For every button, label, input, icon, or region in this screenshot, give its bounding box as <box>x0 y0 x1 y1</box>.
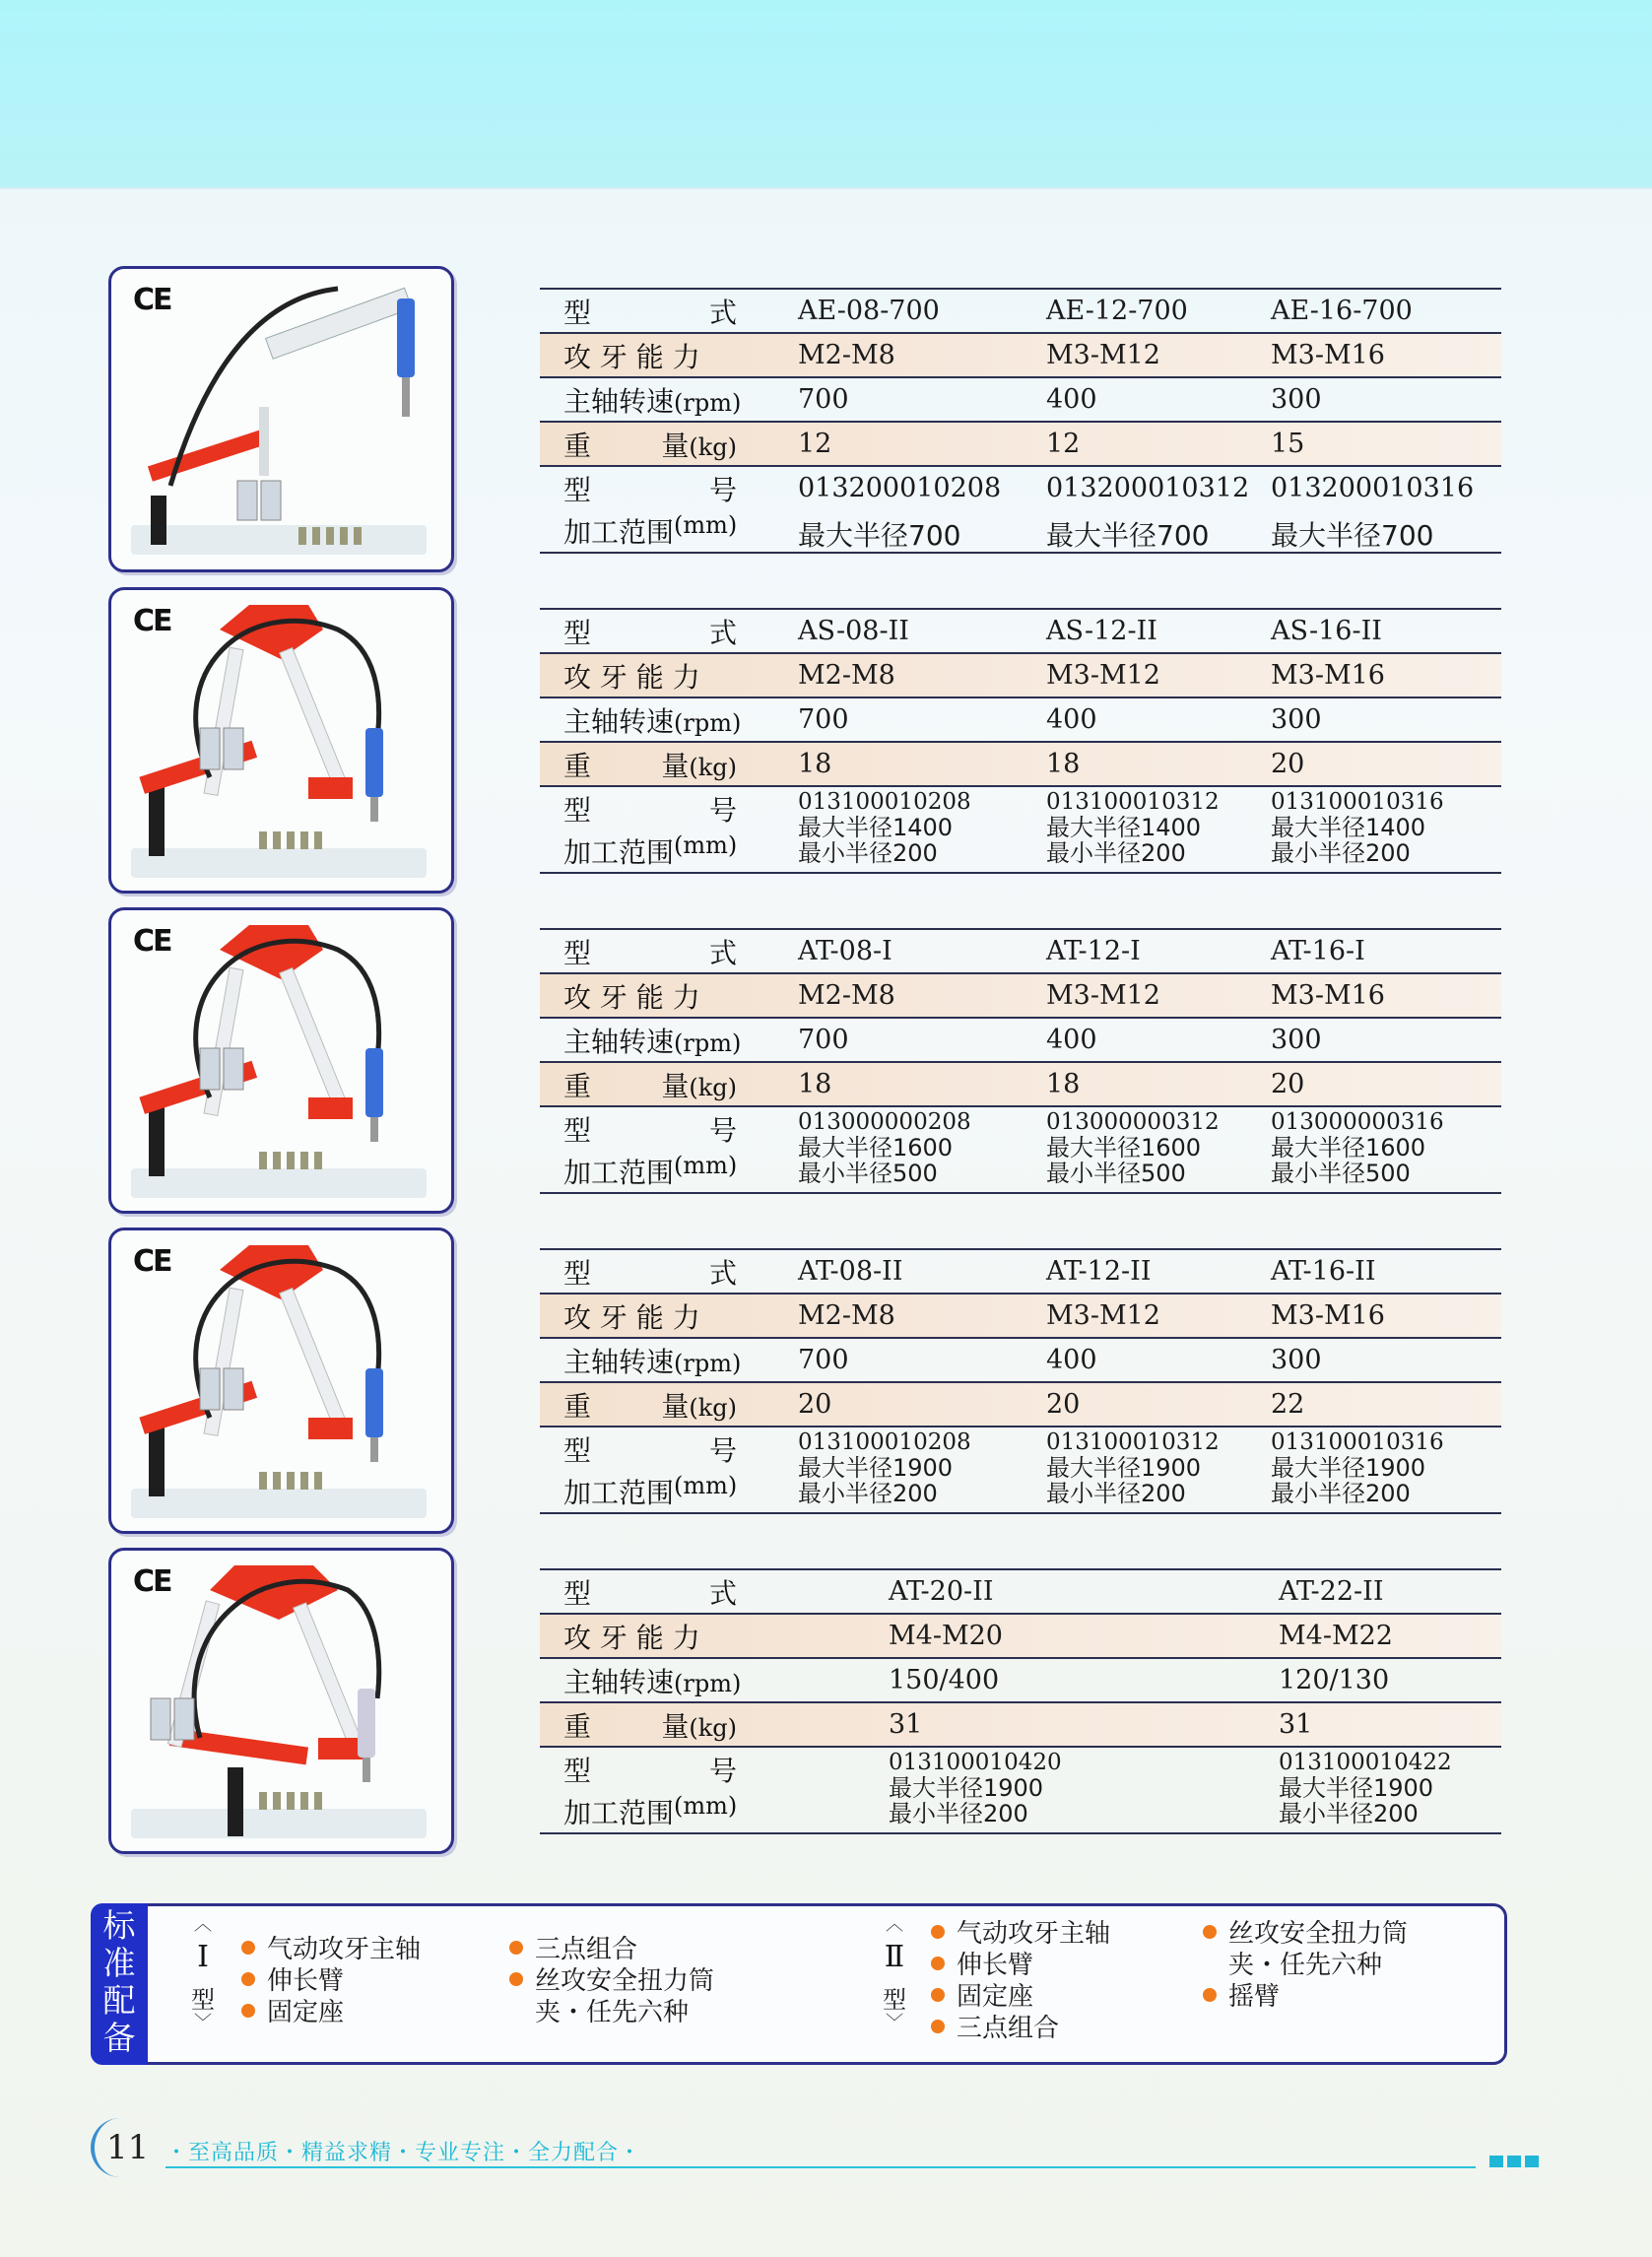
part-range-cell: 013100010208 最大半径1900 最小半径200 <box>798 1429 971 1507</box>
ce-mark-icon: CE <box>133 283 171 317</box>
spec-value: M3-M16 <box>1271 1300 1385 1331</box>
spec-value: 15 <box>1271 429 1305 459</box>
spec-value: M3-M12 <box>1046 340 1160 370</box>
spec-value: AT-16-II <box>1271 1256 1376 1287</box>
range-value: 最大半径700 <box>798 519 961 552</box>
list-item: 固定座 <box>931 1981 1110 2013</box>
range-value: 最大半径700 <box>1271 519 1434 552</box>
row-weight: 重 量(kg) 12 12 15 <box>540 423 1501 467</box>
spec-value: M3-M16 <box>1271 340 1385 370</box>
row-model: 型 式 AT-20-II AT-22-II <box>540 1568 1501 1615</box>
spec-value: 400 <box>1046 704 1097 735</box>
spec-value: AT-16-I <box>1271 936 1365 966</box>
spec-value: M4-M20 <box>889 1621 1003 1651</box>
spec-value: AE-08-700 <box>798 296 940 326</box>
spec-value: 20 <box>1046 1389 1081 1420</box>
range-value: 最大半径700 <box>1046 519 1210 552</box>
list-item: 三点组合 <box>931 2013 1110 2044</box>
spec-value: 20 <box>1271 1069 1305 1099</box>
row-speed: 主轴转速(rpm) 700 400 300 <box>540 1339 1501 1383</box>
ce-mark-icon: CE <box>133 1244 171 1279</box>
bullet-icon <box>931 2020 945 2033</box>
spec-value: 300 <box>1271 1345 1322 1375</box>
header-band <box>0 0 1652 189</box>
row-model: 型 式 AT-08-I AT-12-I AT-16-I <box>540 928 1501 974</box>
part-number: 013200010316 <box>1271 473 1475 503</box>
bullet-icon <box>241 1941 255 1955</box>
spec-table <box>540 288 1501 554</box>
chevron-up-icon: ︿ <box>194 1914 212 1935</box>
spec-value: 22 <box>1271 1389 1305 1420</box>
part-range-cell: 013100010208 最大半径1400 最小半径200 <box>798 789 971 867</box>
row-capacity: 攻 牙 能 力 M2-M8 M3-M12 M3-M16 <box>540 1294 1501 1339</box>
spec-value: M3-M16 <box>1271 660 1385 691</box>
footer-slogan: ・至高品质・精益求精・专业专注・全力配合・ <box>165 2141 642 2165</box>
spec-value: 700 <box>798 1025 849 1055</box>
row-model: 型 式 AE-08-700 AE-12-700 AE-16-700 <box>540 288 1501 334</box>
type-1-list-a <box>241 1934 421 2028</box>
spec-value: 20 <box>1271 749 1305 779</box>
product-photo <box>108 907 454 1214</box>
row-weight: 重 量(kg) 20 20 22 <box>540 1383 1501 1427</box>
spec-value: AS-08-II <box>798 616 909 646</box>
row-part-range: 型 号 加工范围 (mm) 013000000208 最大半径1600 最小半径500 013000000312 最大半径1600 最小半径500 013000000316 最大半径1600 最小半径500 <box>540 1107 1501 1194</box>
bullet-icon <box>509 1941 523 1955</box>
spec-value: AT-12-II <box>1046 1256 1152 1287</box>
spec-value: M3-M12 <box>1046 980 1160 1011</box>
part-range-cell: 013100010422 最大半径1900 最小半径200 <box>1279 1750 1452 1827</box>
spec-table <box>540 1568 1501 1834</box>
row-model: 型 式 AS-08-II AS-12-II AS-16-II <box>540 608 1501 654</box>
spec-value: 700 <box>798 704 849 735</box>
bullet-icon <box>241 1972 255 1986</box>
spec-value: 18 <box>1046 1069 1081 1099</box>
spec-value: 300 <box>1271 1025 1322 1055</box>
spec-value: AT-22-II <box>1279 1576 1384 1607</box>
part-number: 013200010208 <box>798 473 1002 503</box>
row-part-range: 型 号 加工范围 (mm) 013100010208 最大半径1400 最小半径200 013100010312 最大半径1400 最小半径200 013100010316 最大半径1400 最小半径200 <box>540 787 1501 874</box>
page-number: 11 <box>91 2118 150 2177</box>
spec-value: AE-12-700 <box>1046 296 1188 326</box>
spec-value: 18 <box>798 749 832 779</box>
spec-value: 300 <box>1271 384 1322 415</box>
part-range-cell: 013100010420 最大半径1900 最小半径200 <box>889 1750 1062 1827</box>
list-item: 丝攻安全扭力筒 <box>1203 1918 1408 1950</box>
bullet-icon <box>931 1957 945 1970</box>
spec-value: 400 <box>1046 1025 1097 1055</box>
spec-value: 150/400 <box>889 1665 1000 1695</box>
part-range-cell: 013000000316 最大半径1600 最小半径500 <box>1271 1109 1444 1187</box>
spec-value: AT-20-II <box>889 1576 994 1607</box>
list-item-continued: 夹・任先六种 <box>535 1998 690 2027</box>
spec-value: M2-M8 <box>798 980 895 1011</box>
spec-value: 18 <box>1046 749 1081 779</box>
spec-value: 400 <box>1046 1345 1097 1375</box>
spec-value: 12 <box>798 429 832 459</box>
type-2-list-b <box>1203 1918 1408 2013</box>
bullet-icon <box>931 1925 945 1939</box>
list-item: 气动攻牙主轴 <box>931 1918 1110 1950</box>
product-photo <box>108 587 454 894</box>
part-range-cell: 013100010316 最大半径1400 最小半径200 <box>1271 789 1444 867</box>
part-number: 013200010312 <box>1046 473 1250 503</box>
spec-table <box>540 928 1501 1194</box>
spec-value: 120/130 <box>1279 1665 1390 1695</box>
row-weight: 重 量(kg) 18 18 20 <box>540 743 1501 787</box>
product-photo <box>108 1228 454 1534</box>
chevron-down-icon: ﹀ <box>194 2013 212 2033</box>
ce-mark-icon: CE <box>133 924 171 959</box>
spec-value: 20 <box>798 1389 832 1420</box>
spec-table <box>540 1248 1501 1514</box>
ce-mark-icon: CE <box>133 604 171 638</box>
spec-value: M2-M8 <box>798 660 895 691</box>
spec-value: M3-M16 <box>1271 980 1385 1011</box>
row-part-range: 型 号 加工范围 (mm) 013200010208 最大半径700 013200010312 最大半径700 013200010316 最大半径700 <box>540 467 1501 554</box>
row-capacity: 攻 牙 能 力 M2-M8 M3-M12 M3-M16 <box>540 334 1501 378</box>
spec-value: AT-08-I <box>798 936 892 966</box>
chevron-down-icon: ﹀ <box>886 2013 903 2033</box>
product-photo <box>108 1548 454 1854</box>
spec-value: M2-M8 <box>798 340 895 370</box>
spec-value: 12 <box>1046 429 1081 459</box>
row-capacity: 攻 牙 能 力 M2-M8 M3-M12 M3-M16 <box>540 654 1501 698</box>
row-speed: 主轴转速(rpm) 700 400 300 <box>540 1019 1501 1063</box>
ce-mark-icon: CE <box>133 1564 171 1599</box>
spec-value: M4-M22 <box>1279 1621 1393 1651</box>
type-2-mark: ︿ Ⅱ 型 ﹀ <box>880 1916 909 2032</box>
spec-value: M3-M12 <box>1046 1300 1160 1331</box>
spec-table <box>540 608 1501 874</box>
row-capacity: 攻 牙 能 力 M4-M20 M4-M22 <box>540 1615 1501 1659</box>
list-item: 摇臂 <box>1203 1981 1408 2013</box>
bullet-icon <box>241 2004 255 2018</box>
list-item: 伸长臂 <box>931 1950 1110 1981</box>
row-speed: 主轴转速(rpm) 150/400 120/130 <box>540 1659 1501 1703</box>
spec-value: 700 <box>798 384 849 415</box>
spec-value: M2-M8 <box>798 1300 895 1331</box>
row-speed: 主轴转速(rpm) 700 400 300 <box>540 698 1501 743</box>
product-photo <box>108 266 454 572</box>
part-range-cell: 013000000208 最大半径1600 最小半径500 <box>798 1109 971 1187</box>
spec-value: 700 <box>798 1345 849 1375</box>
row-model: 型 式 AT-08-II AT-12-II AT-16-II <box>540 1248 1501 1294</box>
bullet-icon <box>509 1972 523 1986</box>
footer-rule <box>165 2166 1476 2168</box>
row-weight: 重 量(kg) 31 31 <box>540 1703 1501 1748</box>
standard-equipment-tag: 标 准 配 备 <box>91 1903 148 2065</box>
part-range-cell: 013100010316 最大半径1900 最小半径200 <box>1271 1429 1444 1507</box>
list-item: 固定座 <box>241 1997 421 2028</box>
row-speed: 主轴转速(rpm) 700 400 300 <box>540 378 1501 423</box>
part-range-cell: 013100010312 最大半径1400 最小半径200 <box>1046 789 1220 867</box>
list-item: 伸长臂 <box>241 1965 421 1997</box>
list-item-continued: 夹・任先六种 <box>1228 1951 1383 1980</box>
spec-value: 18 <box>798 1069 832 1099</box>
spec-value: AS-16-II <box>1271 616 1382 646</box>
part-range-cell: 013000000312 最大半径1600 最小半径500 <box>1046 1109 1220 1187</box>
bullet-icon <box>1203 1925 1217 1939</box>
spec-value: M3-M12 <box>1046 660 1160 691</box>
part-range-cell: 013100010312 最大半径1900 最小半径200 <box>1046 1429 1220 1507</box>
spec-value: 31 <box>1279 1709 1313 1740</box>
bullet-icon <box>1203 1988 1217 2002</box>
chevron-up-icon: ︿ <box>886 1914 903 1935</box>
list-item: 丝攻安全扭力筒 <box>509 1965 714 1997</box>
footer-squares <box>1489 2156 1539 2167</box>
row-part-range: 型 号 加工范围 (mm) 013100010420 最大半径1900 最小半径200 013100010422 最大半径1900 最小半径200 <box>540 1748 1501 1834</box>
row-weight: 重 量(kg) 18 18 20 <box>540 1063 1501 1107</box>
type-1-list-b <box>509 1934 714 2028</box>
type-2-list-a <box>931 1918 1110 2044</box>
list-item: 气动攻牙主轴 <box>241 1934 421 1965</box>
spec-value: AT-12-I <box>1046 936 1141 966</box>
spec-value: AT-08-II <box>798 1256 903 1287</box>
row-capacity: 攻 牙 能 力 M2-M8 M3-M12 M3-M16 <box>540 974 1501 1019</box>
spec-value: AE-16-700 <box>1271 296 1413 326</box>
spec-value: 300 <box>1271 704 1322 735</box>
bullet-icon <box>931 1988 945 2002</box>
standard-equipment-panel <box>91 1903 1507 2065</box>
list-item: 三点组合 <box>509 1934 714 1965</box>
row-part-range: 型 号 加工范围 (mm) 013100010208 最大半径1900 最小半径200 013100010312 最大半径1900 最小半径200 013100010316 最大半径1900 最小半径200 <box>540 1427 1501 1514</box>
spec-value: 31 <box>889 1709 923 1740</box>
type-1-mark: ︿ I 型 ﹀ <box>188 1916 218 2032</box>
spec-value: AS-12-II <box>1046 616 1157 646</box>
spec-value: 400 <box>1046 384 1097 415</box>
